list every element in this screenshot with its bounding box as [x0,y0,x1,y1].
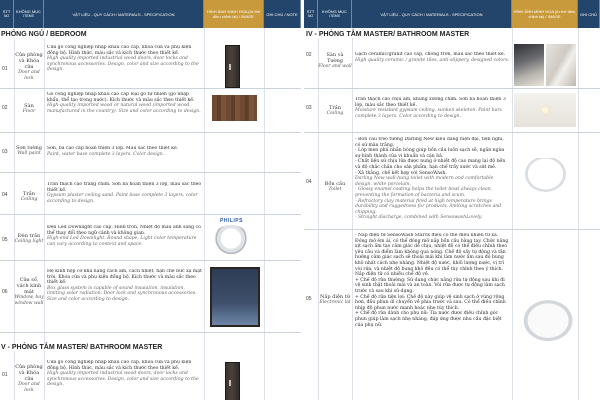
table-row [304,133,600,230]
row-number: 01 [2,372,8,378]
bathroom-image [514,44,544,86]
item-name: Cửa sổ, vách kính mặt Window, bay window wall [14,277,44,306]
row-number: 05 [2,237,8,243]
stone-tile-image [546,44,576,86]
item-spec: Trần thạch cao trang chìm. Sơn bả hoàn thiện 3 lớp, màu sắc theo thiết kế. Gypsum plaster ceiling sand. Paint base complete 3 layers, color according to design. [47,182,202,204]
row-number: 01 [2,66,8,72]
electronic-lid-image [514,292,576,344]
section-title-bedroom: PHÒNG NGỦ / BEDROOM [1,31,87,38]
table-row [0,89,301,133]
header-item: KHÔNG MỤC ITEMS [14,0,44,28]
table-row [0,42,301,89]
item-spec: - Nắp điện tử SensoWash Starck điều có thể điều khiển từ xa. Đóng mở êm ái, có thể đóng mở nắp bồn cầu bằng tay. Chức năng xịt sạch ấm tạo cảm giác dễ chịu, nhiệt độ có thể điều chỉnh theo yêu cầu và điểm làm không quá nóng. Chế độ sấy tự động và tận hưởng cảm giác sạch sẽ thoải mái khi làm nước ấm sau đó bung khô nhất cách nhẹ nhàng. Nhiệt độ nước, khối lượng nước, vị trí vòi rửa, và nhiệt độ bung khô đều có thể tùy chỉnh theo ý thích. Nắp điện tử có nhiều chế độ vệ. + Chế độ rửa thường: Sử dụng chức năng rửa tự động sau khi đi vệ sinh thật thoải mái và an toàn. Vòi rửa được tự động làm sạch trước và sau khi sử dụng. + Chế độ rửa tiện lợi: Chế độ này giúp vệ sinh sạch ở vùng rộng hơn, đầu phun di chuyển về phía trước và sau. Có thể điều chỉnh nhịp độ phun nước mạnh hoặc nhẹ tùy thích. + Chế độ rửa dành cho phụ nữ: Tia nước được điều chỉnh góc phun giúp làm sạch nhẹ nhàng, đáp ứng được nhu cầu đặc biệt của phụ nữ. [355,233,509,328]
item-spec: Gỗ công nghiệp nhập khẩu cao cấp loại gỗ tự nhiên (gỗ nhập khẩu, thể tạo trong nước). Kích thước và màu sắc theo thiết kế. High-quality imported wood or natural wood (imported wood, manufactured in the country). Size and color according to design. [47,92,201,114]
item-name: Sàn Floor [22,103,36,114]
item-name: Sàn và Tường Floor and wall [318,52,352,69]
item-spec: Đèn Led Downlight cao cấp. Hình tròn, Nhiệt độ màu ánh sáng có thể thay đổi theo ngữ cảnh và không gian. High-end Led Downlight. Round shape, Light color temperature can vary according to context and space. [47,225,201,247]
row-number: 03 [306,105,312,111]
table-row [0,133,301,173]
toilet-image [518,158,573,198]
left-table-header [0,0,301,28]
header-no: STT NO [304,0,318,28]
item-name: Sơn tường Wall paint [16,145,42,156]
door-image [225,362,240,400]
header-image: HÌNH ẢNH MINH HỌA (tư thế điều chỉnh lại) / IMAGE [204,0,264,28]
row-number: 06 [2,289,8,295]
door-image [225,45,240,88]
window-image [210,267,260,327]
item-name: Cửa phòng và Khóa cửa Door and lock [15,52,43,81]
table-row [304,89,600,133]
table-row [0,261,301,333]
header-item: KHÔNG MỤC ITEMS [318,0,352,28]
item-spec: Gạch ceramic/granit cao cấp, chống trơn, màu sắc theo thiết kế. High quality ceramic / granite tiles, anti-slippery, designed colors. [355,52,510,63]
section-title-bathroom: V - PHÒNG TẮM MASTER/ BATHROOM MASTER [1,344,163,351]
table-row [0,215,301,261]
section-title-bathroom-master: IV - PHÒNG TẮM MASTER/ BATHROOM MASTER [306,31,470,38]
item-spec: Cửa gỗ công nghiệp nhập khẩu cao cấp, khóa cửa và phụ kiện đồng bộ. Hình thức, màu sắc và kích thước theo thiết kế. High quality imported industrial wood doors, door locks and synchronous accessories. Design, color and size according to the design. [47,45,199,73]
row-number: 05 [306,296,312,302]
item-name: Đèn trần Ceiling light [14,233,44,244]
row-number: 04 [306,179,312,185]
ceiling-image [514,93,576,127]
philips-logo: PHILIPS [220,218,243,224]
row-number: 02 [306,52,312,58]
table-row [0,356,301,400]
header-image: HÌNH ẢNH MINH HỌA (tư thế điều chỉnh lại) / IMAGE [512,0,578,28]
item-name: Trần Ceiling [20,191,38,202]
item-spec: - Bồn cầu treo tường Darling New kiểu dáng hiện đại, tiện nghi, có sứ màu trắng. - Lớp men phủ nhẵn bóng giúp bồn cầu luôn sạch sẽ, ngăn ngừa sự hình thành của vi khuẩn và cặn bả. - Chất liệu sứ chịu lửa được nung ở nhiệt độ cao mang lại độ bền và độ chắc chắn cho sản phẩm, hạn chế trầy xước và sứt mẻ. - Xả thẳng, chế kết hợp với SensoWash. Darling New wall-hung toilet with modern and comfortable design, white porcelain. - Glossy enamel coating helps the toilet bowl always clean, preventing the formation of bacteria and scum. - Refractory clay material fired at high temperature brings durability and ruggedness for products, limiting scratches and chipping. - Straight discharge, combined with SensowashLovely. [355,137,506,221]
header-note: GHI CHÚ / NOTE [264,0,301,28]
item-name: Bồn cầu Toilet [324,181,346,192]
header-spec: VẬT LIỆU - QUY CÁCH / MATERIALS - SPECIFICATION [44,0,204,28]
header-spec: VẬT LIỆU - QUY CÁCH / MATERIALS - SPECIFICATION [352,0,512,28]
header-note: GHI CHÚ [578,0,600,28]
item-spec: Trần thạch cao chịu ẩm, khung xương chìm. Sơn bả hoàn thiện 3 lớp, màu sắc theo thiết kế. Moisture resistant gypsum ceiling, sunken skeleton. Paint bars complete 3 layers. Color according to design. [355,97,506,119]
downlight-image [212,225,250,255]
table-row [0,173,301,215]
item-spec: Sơn, bả cao cấp hoàn thiện 3 lớp. Màu sắc theo thiết kế. Paint, water base complete 3 layers. Color design. [47,146,179,157]
right-table-header [304,0,600,28]
item-name: Trần Ceiling [326,105,344,116]
item-name: Nắp điện tử Electronic lid [319,294,351,305]
table-row [304,230,600,400]
wood-floor-image [212,95,257,121]
item-name: Cửa phòng và Khóa cửa Door and lock [15,364,43,393]
row-number: 03 [2,149,8,155]
row-number: 02 [2,105,8,111]
row-number: 04 [2,192,8,198]
item-spec: Cửa gỗ công nghiệp nhập khẩu cao cấp, khóa cửa và phụ kiện đồng bộ. Hình thức, màu sắc và kích thước theo thiết kế. High quality imported industrial wood doors, door locks and synchronous accessories. Design, color and size according to the design. [47,360,199,388]
table-row [304,42,600,89]
item-spec: Hệ kính hộp cơ khả năng cách âm, cách nhiệt, hạn chế bức xạ mặt trời. Khóa cửa và phụ kiện đồng bộ. Kích thước và màu sắc theo thiết kế. Box glass system is capable of sound insulation, insulation, limiting solar radiation. Door lock and synchronous accessories. Size and color according to design. [47,269,202,302]
header-no: STT NO [0,0,14,28]
